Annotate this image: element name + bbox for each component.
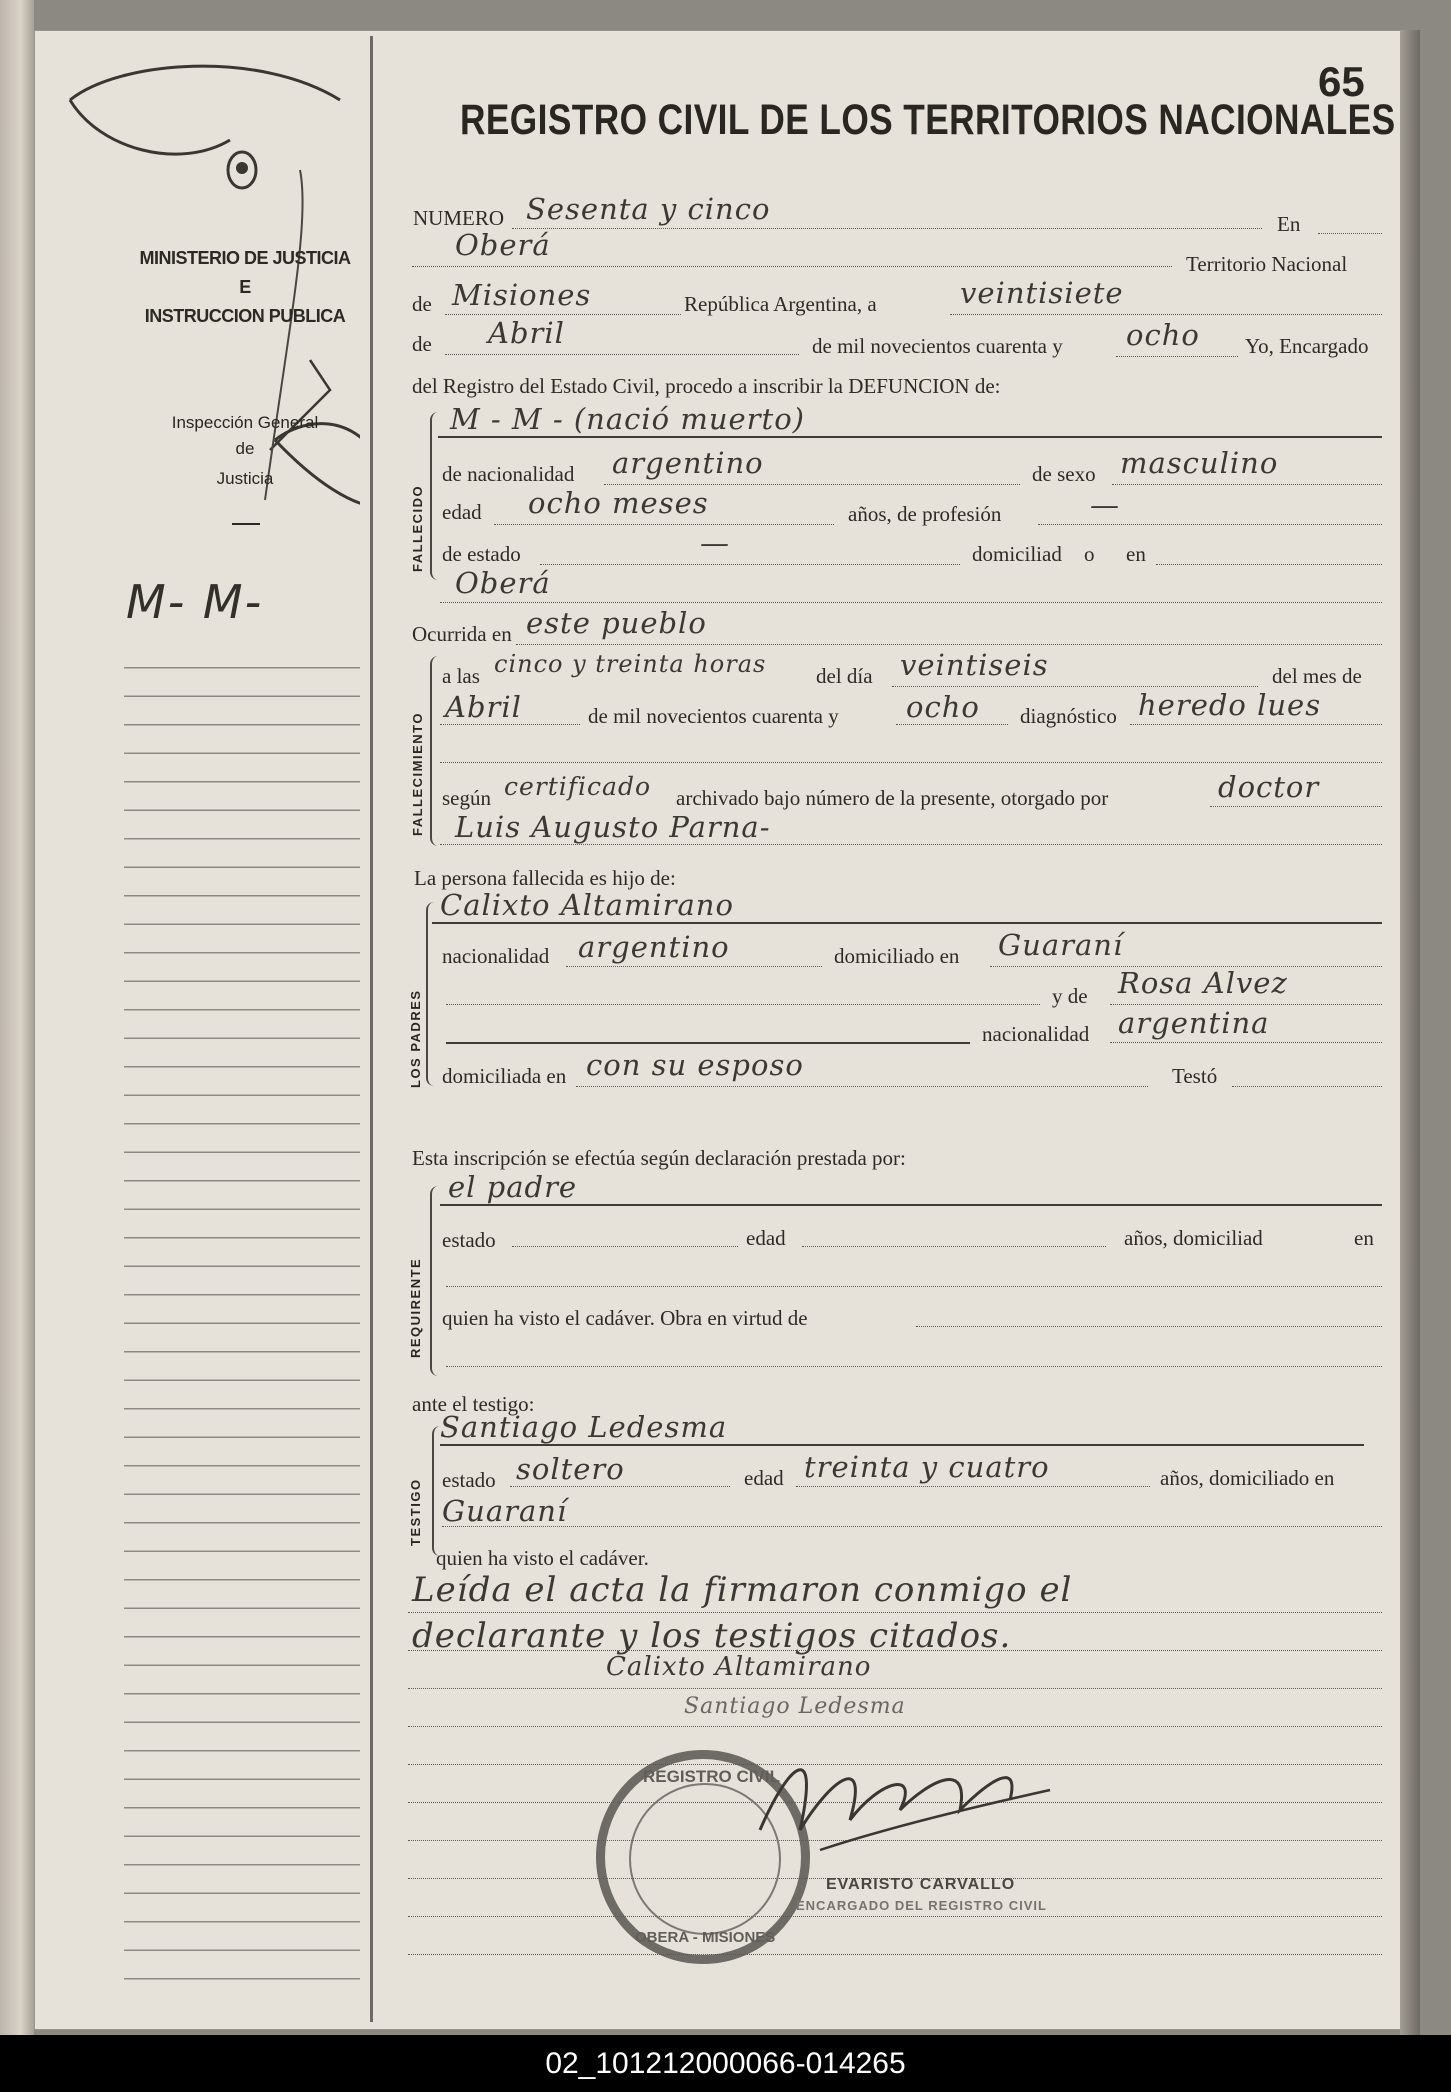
del-mes-label: del mes de [1272, 664, 1362, 688]
book-edge [0, 0, 34, 2035]
ocurrida-value: este pueblo [526, 606, 707, 640]
year-value: ocho [1126, 318, 1200, 352]
page-title: REGISTRO CIVIL DE LOS TERRITORIOS NACIONALES [460, 96, 1396, 144]
rule [1110, 1004, 1382, 1005]
diagnostico-label: diagnóstico [1020, 704, 1117, 728]
nac-madre-label: nacionalidad [982, 1022, 1090, 1046]
rule [916, 1326, 1382, 1327]
tes-estado-value: soltero [516, 1452, 625, 1486]
mes-value: Abril [445, 690, 522, 724]
domiciliado-label: domiciliad [972, 542, 1062, 566]
domiciliado-suffix: o [1084, 542, 1095, 566]
inscripcion-label: Esta inscripción se efectúa según declaración prestada por: [412, 1146, 906, 1170]
margin-ruled-lines [124, 640, 360, 1990]
rule [896, 724, 1008, 725]
ante-label: ante el testigo: [412, 1392, 535, 1416]
rule [408, 1650, 1382, 1651]
rule [516, 644, 1382, 645]
estado-value: — [700, 526, 730, 560]
closing-line2: declarante y los testigos citados. [412, 1616, 1012, 1656]
republica-label: República Argentina, a [684, 292, 877, 316]
brace [430, 656, 440, 846]
rule [408, 1688, 1382, 1689]
nacionalidad-label: de nacionalidad [442, 462, 575, 486]
de2-label: de mil novecientos cuarenta y [588, 704, 839, 728]
nac-padre-label: nacionalidad [442, 944, 550, 968]
side-label-fallecido: FALLECIDO [410, 484, 425, 572]
month-value: Abril [488, 316, 565, 350]
page-stack-edge [1400, 30, 1420, 2035]
rule [1112, 484, 1382, 485]
rule [892, 686, 1258, 687]
numero-value: Sesenta y cinco [526, 192, 771, 226]
deceased-name: M - M - (nació muerto) [450, 402, 805, 436]
rule [512, 228, 1262, 229]
ministry-line2: E [239, 277, 251, 297]
en-label: En [1277, 212, 1301, 236]
side-label-fallecimiento: FALLECIMIENTO [410, 712, 425, 836]
doctor-value: Luis Augusto Parna- [455, 810, 771, 844]
side-label-testigo: TESTIGO [408, 1478, 423, 1546]
territory-value: Misiones [452, 278, 592, 312]
rule [1210, 806, 1382, 807]
rule [1110, 1042, 1382, 1043]
brace [426, 902, 436, 1086]
dom-padre-label: domiciliado en [834, 944, 960, 968]
domicilio-value: Oberá [455, 566, 551, 600]
rule [796, 1486, 1150, 1487]
req-en-label: en [1354, 1226, 1374, 1250]
rule [576, 1086, 1148, 1087]
tes-anos-label: años, domiciliado en [1160, 1466, 1335, 1490]
nacionalidad-value: argentino [612, 446, 764, 480]
profesion-value: — [1090, 488, 1120, 522]
dom-madre-label: domiciliada en [442, 1064, 567, 1088]
rule [1156, 564, 1382, 565]
rule [408, 1612, 1382, 1613]
page-number: 65 [1318, 58, 1365, 105]
year2-value: ocho [906, 690, 980, 724]
diagnostico-value: heredo lues [1138, 688, 1322, 722]
y-de-label: y de [1052, 984, 1088, 1008]
dom-madre-value: con su esposo [586, 1048, 804, 1082]
footer-bar [0, 2035, 1451, 2092]
rule [604, 484, 1020, 485]
rule [566, 966, 822, 967]
encargado-label: Yo, Encargado [1245, 334, 1369, 358]
closing-line1: Leída el acta la firmaron conmigo el [412, 1570, 1073, 1610]
brace [430, 1186, 440, 1376]
rule [1318, 233, 1382, 234]
tes-dom-value: Guaraní [442, 1494, 568, 1528]
en2-label: en [1126, 542, 1146, 566]
nac-madre-value: argentina [1118, 1006, 1270, 1040]
rule [440, 1204, 1382, 1206]
sexo-label: de sexo [1032, 462, 1096, 486]
place-value: Oberá [455, 228, 551, 262]
rule [440, 1444, 1364, 1446]
tes-quien-label: quien ha visto el cadáver. [436, 1546, 649, 1570]
ocurrida-label: Ocurrida en [412, 622, 512, 646]
rule [445, 354, 799, 355]
rule [408, 1954, 1382, 1955]
archivado-label: archivado bajo número de la presente, otorgado por [676, 786, 1109, 810]
image-id: 02_101212000066-014265 [545, 2047, 906, 2080]
margin-note: M- M- [126, 575, 264, 629]
stamp-ring-bottom: OBERA - MISIONES [635, 1929, 776, 1946]
estado-label: de estado [442, 542, 521, 566]
req-anos-label: años, domiciliad [1124, 1226, 1263, 1250]
rule [408, 1916, 1382, 1917]
officer-name: EVARISTO CARVALLO [826, 1876, 1016, 1893]
officer-title: ENCARGADO DEL REGISTRO CIVIL [796, 1898, 1047, 1913]
rule [446, 1366, 1382, 1367]
testigo-value: Santiago Ledesma [440, 1410, 728, 1444]
inspection-line2: de [235, 439, 255, 458]
rule [1130, 724, 1382, 725]
rule [540, 564, 960, 565]
dom-padre-value: Guaraní [998, 928, 1124, 962]
edad-value: ocho meses [528, 486, 709, 520]
day-value: veintisiete [960, 276, 1124, 310]
quien-label: quien ha visto el cadáver. Obra en virtud de [442, 1306, 808, 1330]
rule [494, 524, 834, 525]
de-label: de [412, 292, 432, 316]
stamp-ring-top: REGISTRO CIVIL [643, 1767, 780, 1786]
de-label-2: de [412, 332, 432, 356]
certificado-value: certificado [504, 772, 651, 801]
rule [802, 1246, 1106, 1247]
del-dia-label: del día [816, 664, 873, 688]
hijo-label: La persona fallecida es hijo de: [414, 866, 676, 890]
side-label-requirente: REQUIRENTE [408, 1257, 423, 1358]
tes-estado-label: estado [442, 1468, 496, 1492]
padre-value: Calixto Altamirano [440, 888, 734, 922]
rule [512, 1246, 738, 1247]
dia-value: veintiseis [900, 648, 1049, 682]
rule [510, 1486, 730, 1487]
ministry-line3: INSTRUCCION PUBLICA [144, 306, 346, 326]
rule [1232, 1086, 1382, 1087]
edad-label: edad [442, 500, 482, 524]
rule [440, 844, 1382, 845]
tes-edad-label: edad [744, 1466, 784, 1490]
side-label-padres: LOS PADRES [408, 989, 423, 1088]
rule [446, 1042, 970, 1044]
declarante-value: el padre [448, 1170, 578, 1204]
rule [442, 1526, 1382, 1527]
rule [438, 436, 1382, 438]
sexo-value: masculino [1120, 446, 1279, 480]
rule [1116, 356, 1238, 357]
divider [232, 523, 260, 525]
numero-label: NUMERO [413, 206, 505, 230]
rule [446, 1286, 1382, 1287]
segun-label: según [442, 786, 491, 810]
hora-value: cinco y treinta horas [494, 650, 767, 678]
rule [440, 724, 580, 725]
rule [412, 266, 1172, 267]
otorgado-value: doctor [1218, 770, 1320, 804]
rule [432, 922, 1382, 924]
rule [950, 314, 1382, 315]
signature-1: Calixto Altamirano [606, 1652, 872, 1682]
a-las-label: a las [442, 664, 480, 688]
anos-profesion-label: años, de profesión [848, 502, 1002, 526]
madre-value: Rosa Alvez [1118, 966, 1288, 1000]
rule [1038, 524, 1382, 525]
testo-label: Testó [1172, 1064, 1218, 1088]
rule [440, 762, 1382, 763]
inspection-line1: Inspección General [171, 413, 319, 432]
officer-signature-icon [730, 1720, 1060, 1880]
rule [446, 1004, 1040, 1005]
tes-edad-value: treinta y cuatro [804, 1450, 1050, 1484]
registro-label: del Registro del Estado Civil, procedo a inscribir la DEFUNCION de: [412, 374, 1001, 398]
req-edad-label: edad [746, 1226, 786, 1250]
nac-padre-value: argentino [578, 930, 730, 964]
ministry-line1: MINISTERIO DE JUSTICIA [139, 248, 351, 268]
req-estado-label: estado [442, 1228, 496, 1252]
mil-label: de mil novecientos cuarenta y [812, 334, 1063, 358]
rule [440, 602, 1382, 603]
rule [445, 314, 681, 315]
signature-2: Santiago Ledesma [684, 1694, 906, 1719]
inspection-line3: Justicia [216, 469, 274, 488]
territorio-label: Territorio Nacional [1186, 252, 1348, 276]
